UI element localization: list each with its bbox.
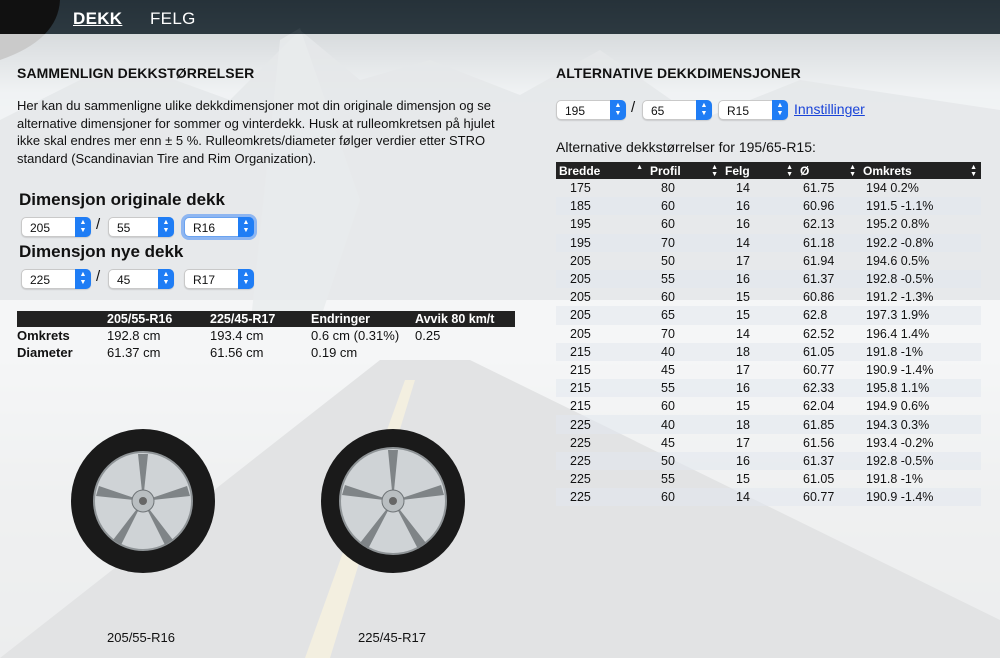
alt-profile-value: 65	[651, 104, 665, 118]
sort-header-bredde[interactable]	[556, 162, 647, 179]
chevron-updown-icon: ▲ ▼	[772, 100, 788, 120]
table-cell: 61.37	[797, 452, 860, 470]
table-cell: 62.33	[797, 379, 860, 397]
table-row	[17, 344, 515, 361]
table-cell: 215	[570, 399, 591, 414]
comparison-header: 205/55-R16	[107, 311, 210, 327]
comparison-header: Avvik 80 km/t	[415, 311, 515, 327]
table-cell: 61.56	[803, 435, 835, 450]
original-rim-value: R16	[193, 221, 216, 235]
chevron-updown-icon: ▲ ▼	[158, 269, 174, 289]
table-cell: 62.04	[803, 399, 835, 414]
table-cell: 18	[722, 343, 797, 361]
table-cell: 194.3 0.3%	[860, 415, 981, 433]
table-cell: 215	[570, 362, 591, 377]
table-cell: 55	[647, 270, 722, 288]
alt-rim-value: R15	[727, 104, 750, 118]
table-cell: 17	[736, 253, 750, 268]
header-label: Bredde	[559, 163, 601, 178]
top-navigation	[0, 0, 1000, 34]
chevron-updown-icon: ▲ ▼	[238, 269, 254, 289]
settings-link[interactable]: Innstillinger	[794, 101, 865, 117]
slash-separator: /	[96, 216, 101, 233]
header-label: Omkrets	[863, 163, 912, 178]
wheel-new-image	[320, 428, 466, 574]
wheel-original-label: 205/55-R16	[107, 630, 175, 645]
table-cell: 190.9 -1.4%	[860, 488, 981, 506]
wheel-new-label: 225/45-R17	[358, 630, 426, 645]
comparison-header-row	[17, 311, 515, 327]
alt-width-select[interactable]	[556, 100, 626, 120]
table-cell: 60	[661, 217, 675, 232]
table-cell: 205	[556, 306, 647, 324]
table-cell: 0.19 cm	[311, 345, 358, 360]
alt-rim-select[interactable]	[718, 100, 788, 120]
new-profile-value: 45	[117, 273, 131, 287]
table-cell: 14	[722, 488, 797, 506]
table-cell: 225	[556, 488, 647, 506]
intro-text: Her kan du sammenligne ulike dekkdimensjoner mot din originale dimensjon og se alternative dimensjoner for sommer og vinterdekk. Husk at rulleomkretsen på hjulet ikke skal endres mer enn ± 5 %. Rulleomkrets/diameter følger verdier etter STRO standard (Scandinavian Tire and Rim Organization).	[17, 98, 495, 166]
original-profile-select[interactable]	[108, 217, 174, 237]
table-cell: 60.77	[797, 488, 860, 506]
sort-both-icon: ▲ ▼	[786, 164, 793, 178]
chevron-updown-icon: ▲ ▼	[610, 100, 626, 120]
table-cell: 225	[556, 415, 647, 433]
table-cell: 60.96	[797, 197, 860, 215]
original-width-value: 205	[30, 221, 51, 235]
table-cell: 60	[647, 197, 722, 215]
table-cell: 16	[736, 217, 750, 232]
alternatives-table	[556, 162, 981, 506]
table-cell: 191.2 -1.3%	[866, 290, 934, 305]
table-cell: 62.13	[803, 217, 835, 232]
table-cell: 195.8 1.1%	[860, 379, 981, 397]
table-cell: 192.8 -0.5%	[860, 270, 981, 288]
sort-both-icon: ▲ ▼	[711, 164, 718, 178]
header-label: Felg	[725, 163, 750, 178]
table-cell: 197.3 1.9%	[860, 306, 981, 324]
table-cell: 55	[647, 379, 722, 397]
chevron-updown-icon: ▲ ▼	[238, 217, 254, 237]
new-dimension-heading: Dimensjon nye dekk	[19, 242, 184, 261]
table-row	[556, 270, 981, 288]
new-rim-select[interactable]	[184, 269, 254, 289]
original-profile-value: 55	[117, 221, 131, 235]
table-cell: 60	[647, 488, 722, 506]
table-cell: 60.77	[803, 362, 835, 377]
table-cell: 192.8 cm	[107, 328, 161, 343]
table-row	[556, 325, 981, 343]
table-cell: 61.05	[797, 343, 860, 361]
table-cell: 215	[556, 343, 647, 361]
table-cell: 194.6 0.5%	[866, 253, 930, 268]
table-cell: 205	[570, 326, 591, 341]
table-row	[556, 343, 981, 361]
slash-separator: /	[96, 268, 101, 285]
alternatives-body	[556, 179, 981, 506]
table-row	[556, 397, 981, 415]
table-row	[556, 234, 981, 252]
alt-profile-select[interactable]	[642, 100, 712, 120]
table-cell: 195	[570, 217, 591, 232]
table-cell: 15	[722, 306, 797, 324]
table-cell: 14	[722, 234, 797, 252]
table-cell: 194 0.2%	[866, 181, 919, 196]
new-width-value: 225	[30, 273, 51, 287]
table-cell: 225	[570, 472, 591, 487]
alt-width-value: 195	[565, 104, 586, 118]
table-cell: 60	[661, 290, 675, 305]
table-cell: 195	[556, 234, 647, 252]
table-cell: 225	[556, 452, 647, 470]
table-cell: 61.37	[797, 270, 860, 288]
comparison-table	[17, 311, 515, 361]
sort-header-omkrets[interactable]	[860, 162, 981, 179]
new-profile-select[interactable]	[108, 269, 174, 289]
table-cell: 190.9 -1.4%	[866, 362, 934, 377]
table-cell: 61.37 cm	[107, 345, 161, 360]
chevron-updown-icon: ▲ ▼	[75, 217, 91, 237]
table-cell: 16	[722, 197, 797, 215]
table-cell: 50	[661, 253, 675, 268]
table-cell: 65	[647, 306, 722, 324]
new-rim-value: R17	[193, 273, 216, 287]
table-cell: 16	[722, 379, 797, 397]
table-cell: 17	[736, 362, 750, 377]
table-cell: 194.9 0.6%	[866, 399, 930, 414]
table-cell: 61.05	[803, 472, 835, 487]
table-cell: 15	[736, 399, 750, 414]
table-cell: 40	[647, 343, 722, 361]
table-cell: 62.8	[797, 306, 860, 324]
table-cell: 225	[570, 435, 591, 450]
chevron-updown-icon: ▲ ▼	[75, 269, 91, 289]
comparison-header: Endringer	[311, 311, 415, 327]
table-cell: 192.2 -0.8%	[860, 234, 981, 252]
sort-header-profil[interactable]	[647, 162, 722, 179]
table-row	[556, 306, 981, 324]
table-row	[556, 488, 981, 506]
table-cell: 60	[661, 399, 675, 414]
table-row	[556, 179, 981, 197]
table-row	[17, 327, 515, 344]
tab-felg[interactable]: FELG	[150, 9, 196, 28]
slash-separator: /	[631, 99, 636, 116]
alternative-subtitle: Alternative dekkstørrelser for 195/65-R15:	[556, 139, 816, 155]
sort-both-icon: ▲ ▼	[849, 164, 856, 178]
comparison-header: 225/45-R17	[210, 311, 311, 327]
header-label: Ø	[800, 163, 810, 178]
table-cell: 14	[736, 181, 750, 196]
table-cell: 45	[661, 362, 675, 377]
table-row	[556, 434, 981, 452]
table-cell: 205	[556, 270, 647, 288]
original-dimension-heading: Dimensjon originale dekk	[19, 190, 225, 209]
table-cell: 62.52	[803, 326, 835, 341]
table-row	[556, 288, 981, 306]
sort-header-diameter[interactable]	[797, 162, 860, 179]
table-row	[556, 215, 981, 233]
table-cell: 61.75	[803, 181, 835, 196]
table-row	[556, 452, 981, 470]
table-cell: 80	[661, 181, 675, 196]
table-cell: 61.56 cm	[210, 345, 264, 360]
table-row	[556, 470, 981, 488]
sort-header-felg[interactable]	[722, 162, 797, 179]
table-cell: 17	[736, 435, 750, 450]
table-cell: 14	[736, 326, 750, 341]
table-cell: 191.8 -1%	[866, 472, 923, 487]
original-width-select[interactable]	[21, 217, 91, 237]
table-cell: 196.4 1.4%	[866, 326, 930, 341]
table-cell: 16	[722, 270, 797, 288]
table-cell: 61.94	[803, 253, 835, 268]
table-row	[556, 197, 981, 215]
sort-both-icon: ▲ ▼	[970, 164, 977, 178]
table-cell: 50	[647, 452, 722, 470]
row-label: Omkrets	[17, 328, 70, 343]
table-cell: 60.86	[803, 290, 835, 305]
table-cell: 191.5 -1.1%	[860, 197, 981, 215]
table-cell: 205	[570, 253, 591, 268]
comparison-header	[17, 311, 107, 327]
table-row	[556, 361, 981, 379]
chevron-updown-icon: ▲ ▼	[158, 217, 174, 237]
table-cell: 70	[647, 234, 722, 252]
sort-asc-icon: ▲	[636, 164, 643, 171]
table-cell: 192.8 -0.5%	[860, 452, 981, 470]
table-cell: 61.18	[797, 234, 860, 252]
wheel-original-image	[70, 428, 216, 574]
table-cell: 205	[570, 290, 591, 305]
table-cell: 45	[661, 435, 675, 450]
new-width-select[interactable]	[21, 269, 91, 289]
table-cell: 18	[722, 415, 797, 433]
table-cell: 185	[556, 197, 647, 215]
table-cell: 0.6 cm (0.31%)	[311, 328, 400, 343]
compare-title: SAMMENLIGN DEKKSTØRRELSER	[17, 65, 255, 81]
row-label: Diameter	[17, 345, 73, 360]
table-cell: 0.25	[415, 328, 441, 343]
table-row	[556, 415, 981, 433]
table-cell	[415, 344, 515, 361]
original-rim-select[interactable]	[184, 217, 254, 237]
table-cell: 193.4 cm	[210, 328, 264, 343]
table-cell: 40	[647, 415, 722, 433]
header-label: Profil	[650, 163, 681, 178]
table-row	[556, 252, 981, 270]
table-cell: 70	[661, 326, 675, 341]
alternative-title: ALTERNATIVE DEKKDIMENSJONER	[556, 65, 801, 81]
table-cell: 191.8 -1%	[860, 343, 981, 361]
table-cell: 215	[556, 379, 647, 397]
chevron-updown-icon: ▲ ▼	[696, 100, 712, 120]
table-cell: 15	[736, 290, 750, 305]
table-cell: 61.85	[797, 415, 860, 433]
table-cell: 195.2 0.8%	[866, 217, 930, 232]
table-cell: 175	[570, 181, 591, 196]
table-cell: 15	[736, 472, 750, 487]
table-cell: 55	[661, 472, 675, 487]
table-cell: 193.4 -0.2%	[866, 435, 934, 450]
table-row	[556, 379, 981, 397]
tab-dekk[interactable]: DEKK	[73, 9, 123, 28]
alternatives-header-row	[556, 162, 981, 179]
table-cell: 16	[722, 452, 797, 470]
